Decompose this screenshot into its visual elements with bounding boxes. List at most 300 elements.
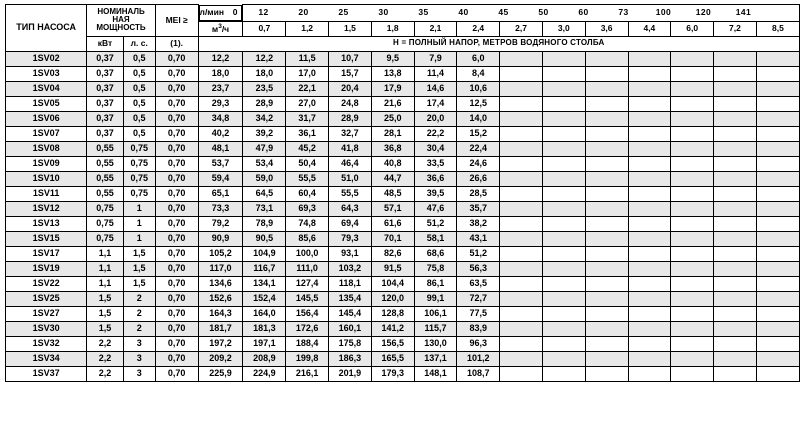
cell-empty (628, 291, 671, 306)
cell-head-value: 24,8 (329, 96, 372, 111)
cell-power-hp: 2 (123, 321, 155, 336)
cell-empty (542, 51, 585, 66)
cell-head-value: 10,7 (329, 51, 372, 66)
cell-head-value: 145,4 (329, 306, 372, 321)
cell-empty (585, 321, 628, 336)
cell-head-value: 105,2 (198, 246, 243, 261)
cell-pump-model: 1SV08 (6, 141, 87, 156)
cell-empty (500, 186, 543, 201)
cell-head-value: 31,7 (286, 111, 329, 126)
cell-head-value: 55,5 (329, 186, 372, 201)
cell-head-value: 36,1 (286, 126, 329, 141)
cell-empty (714, 291, 757, 306)
header-lpm-10: 73 (618, 7, 629, 18)
cell-mei: 0,70 (155, 66, 198, 81)
cell-head-value: 26,6 (457, 171, 500, 186)
cell-empty (585, 156, 628, 171)
cell-mei: 0,70 (155, 366, 198, 381)
cell-empty (756, 81, 799, 96)
cell-head-value: 225,9 (198, 366, 243, 381)
cell-power-hp: 0,75 (123, 141, 155, 156)
header-m3h-10: 6,0 (671, 21, 714, 36)
cell-empty (500, 246, 543, 261)
cell-head-value: 104,4 (371, 276, 414, 291)
cell-head-value: 50,4 (286, 156, 329, 171)
cell-empty (714, 366, 757, 381)
cell-empty (542, 276, 585, 291)
cell-empty (671, 111, 714, 126)
cell-head-value: 34,8 (198, 111, 243, 126)
cell-empty (756, 96, 799, 111)
cell-empty (585, 111, 628, 126)
header-m3h-9: 4,4 (628, 21, 671, 36)
cell-head-value: 135,4 (329, 291, 372, 306)
cell-pump-model: 1SV02 (6, 51, 87, 66)
table-row (6, 306, 800, 321)
cell-head-value: 152,6 (198, 291, 243, 306)
header-lpm-1: 12 (258, 7, 269, 18)
cell-head-value: 69,4 (329, 216, 372, 231)
cell-head-value: 57,1 (371, 201, 414, 216)
cell-head-value: 68,6 (414, 246, 457, 261)
cell-head-value: 70,1 (371, 231, 414, 246)
cell-empty (500, 216, 543, 231)
cell-empty (628, 141, 671, 156)
cell-head-value: 61,6 (371, 216, 414, 231)
cell-empty (542, 171, 585, 186)
cell-empty (628, 66, 671, 81)
cell-head-value: 104,9 (243, 246, 286, 261)
cell-pump-model: 1SV11 (6, 186, 87, 201)
cell-head-value: 127,4 (286, 276, 329, 291)
cell-head-value: 116,7 (243, 261, 286, 276)
cell-pump-model: 1SV34 (6, 351, 87, 366)
header-power-line-3: МОЩНОСТЬ (96, 23, 146, 33)
cell-empty (585, 366, 628, 381)
cell-head-value: 108,7 (457, 366, 500, 381)
cell-pump-model: 1SV12 (6, 201, 87, 216)
cell-power-kw: 0,37 (87, 111, 123, 126)
cell-head-value: 111,0 (286, 261, 329, 276)
cell-head-value: 101,2 (457, 351, 500, 366)
cell-pump-model: 1SV30 (6, 321, 87, 336)
cell-empty (628, 351, 671, 366)
cell-head-value: 164,3 (198, 306, 243, 321)
cell-empty (628, 126, 671, 141)
cell-head-value: 201,9 (329, 366, 372, 381)
cell-pump-model: 1SV03 (6, 66, 87, 81)
cell-power-kw: 0,75 (87, 201, 123, 216)
cell-head-value: 83,9 (457, 321, 500, 336)
cell-empty (585, 246, 628, 261)
cell-empty (585, 51, 628, 66)
cell-head-value: 172,6 (286, 321, 329, 336)
cell-empty (585, 231, 628, 246)
cell-empty (542, 141, 585, 156)
cell-empty (714, 126, 757, 141)
cell-empty (671, 141, 714, 156)
cell-head-value: 86,1 (414, 276, 457, 291)
cell-empty (671, 261, 714, 276)
cell-power-hp: 0,5 (123, 66, 155, 81)
cell-head-value: 90,9 (198, 231, 243, 246)
cell-mei: 0,70 (155, 111, 198, 126)
cell-empty (500, 96, 543, 111)
cell-head-value: 103,2 (329, 261, 372, 276)
cell-head-value: 77,5 (457, 306, 500, 321)
cell-head-value: 106,1 (414, 306, 457, 321)
header-m3h-8: 3,6 (585, 21, 628, 36)
cell-power-kw: 0,37 (87, 66, 123, 81)
cell-empty (671, 231, 714, 246)
cell-head-value: 24,6 (457, 156, 500, 171)
header-lpm-13: 141 (735, 7, 752, 18)
cell-empty (714, 66, 757, 81)
cell-empty (671, 276, 714, 291)
cell-head-value: 36,8 (371, 141, 414, 156)
cell-pump-model: 1SV37 (6, 366, 87, 381)
cell-head-value: 35,7 (457, 201, 500, 216)
cell-head-value: 65,1 (198, 186, 243, 201)
cell-empty (671, 96, 714, 111)
cell-mei: 0,70 (155, 291, 198, 306)
cell-mei: 0,70 (155, 126, 198, 141)
header-mei: MEI ≥ (155, 5, 198, 37)
cell-head-value: 14,6 (414, 81, 457, 96)
cell-head-value: 73,1 (243, 201, 286, 216)
cell-head-value: 15,2 (457, 126, 500, 141)
cell-head-value: 28,1 (371, 126, 414, 141)
cell-head-value: 64,3 (329, 201, 372, 216)
cell-head-value: 40,8 (371, 156, 414, 171)
cell-power-kw: 0,75 (87, 216, 123, 231)
cell-power-hp: 0,5 (123, 126, 155, 141)
cell-empty (585, 81, 628, 96)
cell-empty (756, 351, 799, 366)
cell-empty (542, 156, 585, 171)
cell-empty (714, 336, 757, 351)
header-q-title (243, 5, 800, 22)
cell-head-value: 47,9 (243, 141, 286, 156)
cell-empty (542, 291, 585, 306)
cell-empty (671, 216, 714, 231)
cell-power-kw: 0,37 (87, 126, 123, 141)
cell-head-value: 188,4 (286, 336, 329, 351)
cell-head-value: 55,5 (286, 171, 329, 186)
cell-head-value: 100,0 (286, 246, 329, 261)
cell-empty (585, 216, 628, 231)
cell-empty (714, 306, 757, 321)
header-m3h-0: 0,7 (243, 21, 286, 36)
cell-empty (585, 261, 628, 276)
cell-power-hp: 0,5 (123, 81, 155, 96)
cell-power-hp: 1,5 (123, 276, 155, 291)
cell-empty (756, 66, 799, 81)
cell-pump-model: 1SV19 (6, 261, 87, 276)
table-row (6, 201, 800, 216)
cell-empty (585, 66, 628, 81)
cell-pump-model: 1SV32 (6, 336, 87, 351)
header-m3h-4: 2,1 (414, 21, 457, 36)
cell-head-value: 75,8 (414, 261, 457, 276)
cell-head-value: 23,7 (198, 81, 243, 96)
cell-power-hp: 1 (123, 216, 155, 231)
header-unit-hp: л. с. (123, 36, 155, 51)
cell-head-value: 120,0 (371, 291, 414, 306)
cell-mei: 0,70 (155, 156, 198, 171)
cell-head-value: 60,4 (286, 186, 329, 201)
cell-head-value: 179,3 (371, 366, 414, 381)
cell-power-kw: 1,1 (87, 261, 123, 276)
cell-pump-model: 1SV17 (6, 246, 87, 261)
cell-mei: 0,70 (155, 201, 198, 216)
cell-empty (628, 171, 671, 186)
cell-power-hp: 0,75 (123, 171, 155, 186)
header-m3h-11: 7,2 (714, 21, 757, 36)
header-lpm-11: 100 (655, 7, 672, 18)
cell-empty (500, 366, 543, 381)
cell-empty (542, 366, 585, 381)
cell-head-value: 39,2 (243, 126, 286, 141)
cell-power-kw: 1,5 (87, 306, 123, 321)
cell-empty (500, 126, 543, 141)
cell-empty (756, 126, 799, 141)
cell-head-value: 59,0 (243, 171, 286, 186)
table-row (6, 186, 800, 201)
cell-empty (500, 351, 543, 366)
table-row (6, 96, 800, 111)
table-row (6, 66, 800, 81)
cell-head-value: 40,2 (198, 126, 243, 141)
cell-head-value: 13,8 (371, 66, 414, 81)
cell-pump-model: 1SV07 (6, 126, 87, 141)
cell-empty (628, 231, 671, 246)
cell-power-kw: 0,37 (87, 96, 123, 111)
cell-head-value: 72,7 (457, 291, 500, 306)
cell-head-value: 73,3 (198, 201, 243, 216)
cell-head-value: 29,3 (198, 96, 243, 111)
cell-empty (671, 126, 714, 141)
cell-empty (671, 351, 714, 366)
header-lpm-4: 30 (378, 7, 389, 18)
header-m3h-12: 8,5 (756, 21, 799, 36)
cell-head-value: 128,8 (371, 306, 414, 321)
cell-pump-model: 1SV10 (6, 171, 87, 186)
header-pump-type: ТИП НАСОСА (6, 5, 87, 52)
cell-power-kw: 1,1 (87, 276, 123, 291)
cell-empty (671, 81, 714, 96)
cell-mei: 0,70 (155, 216, 198, 231)
cell-head-value: 69,3 (286, 201, 329, 216)
cell-empty (714, 321, 757, 336)
cell-pump-model: 1SV25 (6, 291, 87, 306)
cell-power-kw: 2,2 (87, 351, 123, 366)
cell-empty (756, 171, 799, 186)
header-m3h-3: 1,8 (371, 21, 414, 36)
cell-empty (714, 111, 757, 126)
cell-head-value: 6,0 (457, 51, 500, 66)
cell-head-value: 12,5 (457, 96, 500, 111)
table-row (6, 336, 800, 351)
cell-head-value: 41,8 (329, 141, 372, 156)
table-header (6, 5, 800, 52)
cell-empty (756, 216, 799, 231)
cell-pump-model: 1SV06 (6, 111, 87, 126)
cell-power-kw: 1,5 (87, 321, 123, 336)
cell-power-kw: 0,75 (87, 231, 123, 246)
cell-head-value: 18,0 (198, 66, 243, 81)
cell-head-value: 20,0 (414, 111, 457, 126)
table-row (6, 276, 800, 291)
cell-head-value: 17,4 (414, 96, 457, 111)
cell-head-value: 17,0 (286, 66, 329, 81)
table-row (6, 366, 800, 381)
table-row (6, 246, 800, 261)
cell-power-kw: 0,37 (87, 51, 123, 66)
cell-head-value: 59,4 (198, 171, 243, 186)
cell-mei: 0,70 (155, 336, 198, 351)
cell-head-value: 145,5 (286, 291, 329, 306)
cell-empty (585, 126, 628, 141)
cell-empty (756, 186, 799, 201)
cell-head-value: 93,1 (329, 246, 372, 261)
cell-head-value: 56,3 (457, 261, 500, 276)
cell-head-value: 38,2 (457, 216, 500, 231)
cell-power-kw: 2,2 (87, 366, 123, 381)
cell-head-value: 152,4 (243, 291, 286, 306)
cell-head-value: 90,5 (243, 231, 286, 246)
header-unit-m3h-sup: 3 (218, 22, 222, 30)
cell-empty (628, 96, 671, 111)
cell-power-hp: 2 (123, 306, 155, 321)
cell-power-hp: 1 (123, 231, 155, 246)
header-nominal-power (87, 5, 155, 37)
cell-head-value: 79,2 (198, 216, 243, 231)
cell-empty (714, 171, 757, 186)
cell-power-hp: 2 (123, 291, 155, 306)
cell-head-value: 33,5 (414, 156, 457, 171)
cell-mei: 0,70 (155, 51, 198, 66)
cell-pump-model: 1SV05 (6, 96, 87, 111)
cell-head-value: 8,4 (457, 66, 500, 81)
cell-empty (628, 186, 671, 201)
cell-power-hp: 0,75 (123, 186, 155, 201)
header-lpm-2: 20 (298, 7, 309, 18)
pump-performance-table (5, 4, 800, 382)
header-power-line-2: НАЯ (112, 15, 130, 25)
header-power-line-1: НОМИНАЛЬ (97, 6, 145, 16)
cell-empty (542, 81, 585, 96)
cell-pump-model: 1SV15 (6, 231, 87, 246)
header-unit-lpm-label: л/мин (199, 7, 224, 18)
cell-head-value: 91,5 (371, 261, 414, 276)
table-row (6, 81, 800, 96)
cell-empty (628, 216, 671, 231)
cell-empty (585, 306, 628, 321)
table-body (6, 51, 800, 381)
header-mei-note: (1). (155, 36, 198, 51)
cell-empty (714, 51, 757, 66)
cell-empty (714, 261, 757, 276)
cell-mei: 0,70 (155, 276, 198, 291)
cell-head-value: 134,6 (198, 276, 243, 291)
cell-empty (671, 186, 714, 201)
cell-empty (628, 81, 671, 96)
cell-empty (500, 336, 543, 351)
cell-mei: 0,70 (155, 81, 198, 96)
cell-empty (628, 51, 671, 66)
cell-empty (756, 246, 799, 261)
cell-empty (500, 81, 543, 96)
table-row (6, 351, 800, 366)
header-unit-m3h-pre: м (211, 23, 219, 34)
cell-empty (714, 81, 757, 96)
cell-empty (500, 171, 543, 186)
cell-head-value: 175,8 (329, 336, 372, 351)
cell-pump-model: 1SV09 (6, 156, 87, 171)
cell-head-value: 44,7 (371, 171, 414, 186)
cell-empty (628, 201, 671, 216)
cell-head-value: 82,6 (371, 246, 414, 261)
cell-head-value: 27,0 (286, 96, 329, 111)
cell-head-value: 30,4 (414, 141, 457, 156)
cell-empty (500, 276, 543, 291)
cell-head-value: 23,5 (243, 81, 286, 96)
cell-empty (756, 51, 799, 66)
table-row (6, 126, 800, 141)
cell-head-value: 118,1 (329, 276, 372, 291)
header-lpm-3: 25 (338, 7, 349, 18)
table-row (6, 51, 800, 66)
cell-empty (500, 231, 543, 246)
cell-head-value: 51,2 (457, 246, 500, 261)
cell-head-value: 25,0 (371, 111, 414, 126)
cell-empty (756, 231, 799, 246)
cell-mei: 0,70 (155, 306, 198, 321)
cell-pump-model: 1SV04 (6, 81, 87, 96)
cell-empty (671, 306, 714, 321)
header-lpm-8: 50 (538, 7, 549, 18)
cell-pump-model: 1SV13 (6, 216, 87, 231)
cell-empty (542, 261, 585, 276)
cell-head-value: 28,9 (243, 96, 286, 111)
cell-empty (756, 366, 799, 381)
cell-empty (756, 321, 799, 336)
cell-head-value: 181,3 (243, 321, 286, 336)
table-row (6, 111, 800, 126)
table-row (6, 261, 800, 276)
cell-empty (585, 201, 628, 216)
cell-empty (585, 171, 628, 186)
cell-head-value: 208,9 (243, 351, 286, 366)
cell-head-value: 21,6 (371, 96, 414, 111)
cell-power-kw: 0,37 (87, 81, 123, 96)
cell-mei: 0,70 (155, 186, 198, 201)
cell-head-value: 45,2 (286, 141, 329, 156)
cell-empty (542, 336, 585, 351)
cell-head-value: 156,5 (371, 336, 414, 351)
cell-head-value: 47,6 (414, 201, 457, 216)
cell-head-value: 51,0 (329, 171, 372, 186)
cell-empty (628, 111, 671, 126)
header-lpm-0: 0 (232, 7, 238, 18)
cell-empty (542, 246, 585, 261)
cell-head-value: 17,9 (371, 81, 414, 96)
table-row (6, 216, 800, 231)
cell-empty (671, 336, 714, 351)
cell-head-value: 53,7 (198, 156, 243, 171)
cell-empty (756, 156, 799, 171)
